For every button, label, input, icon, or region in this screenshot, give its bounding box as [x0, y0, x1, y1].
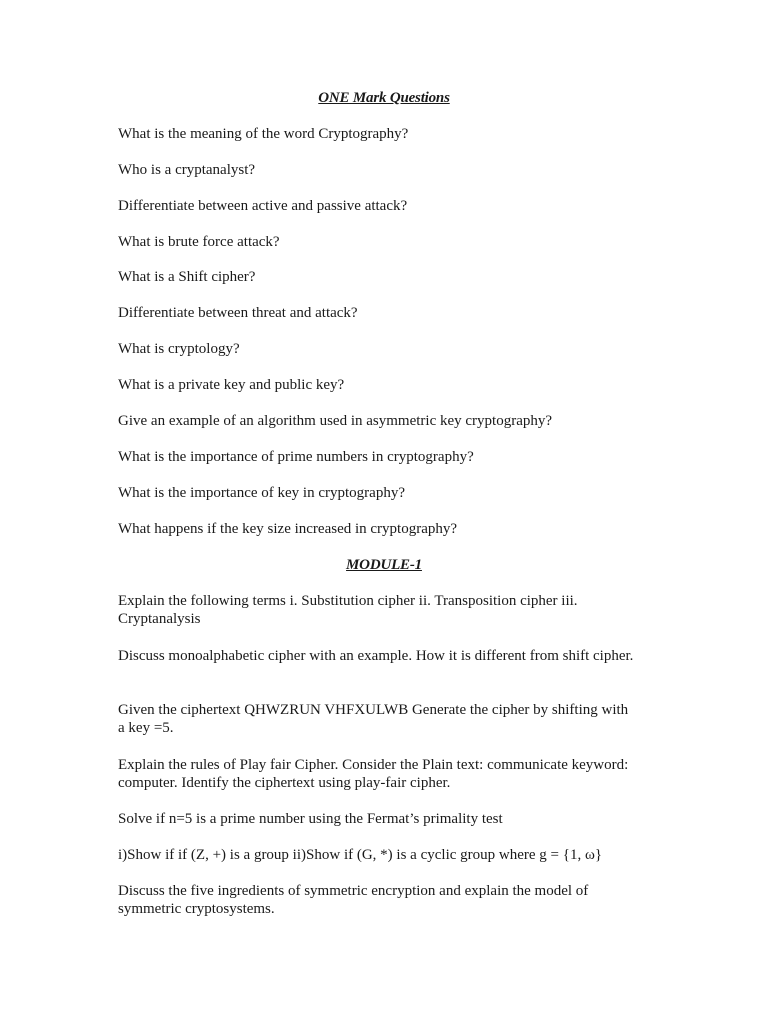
question-item: What is the meaning of the word Cryptography? [118, 126, 409, 142]
question-item: Explain the following terms i. Substitution cipher ii. Transposition cipher iii. Cryptanalysis [118, 593, 578, 627]
section-title-module-1: MODULE-1 [346, 557, 422, 573]
question-item: What is the importance of key in cryptography? [118, 485, 405, 501]
question-item: i)Show if if (Z, +) is a group ii)Show if (G, *) is a cyclic group where g = {1, ω} [118, 847, 603, 863]
question-item: Solve if n=5 is a prime number using the Fermat’s primality test [118, 811, 503, 827]
question-item: Given the ciphertext QHWZRUN VHFXULWB Generate the cipher by shifting with a key =5. [118, 702, 629, 736]
question-item: What happens if the key size increased in cryptography? [118, 521, 458, 537]
question-item: What is a private key and public key? [118, 377, 345, 393]
question-item: What is cryptology? [118, 341, 240, 357]
question-item: What is brute force attack? [118, 234, 280, 250]
question-item: Discuss monoalphabetic cipher with an example. How it is different from shift cipher. [118, 648, 634, 664]
question-item: What is a Shift cipher? [118, 269, 256, 285]
question-item: Differentiate between threat and attack? [118, 305, 358, 321]
question-item: Who is a cryptanalyst? [118, 162, 256, 178]
question-item: Discuss the five ingredients of symmetric encryption and explain the model of symmetric cryptosystems. [118, 883, 589, 917]
question-item: Differentiate between active and passive attack? [118, 198, 408, 214]
question-item: What is the importance of prime numbers in cryptography? [118, 449, 474, 465]
section-title-one-mark: ONE Mark Questions [318, 90, 450, 106]
question-item: Give an example of an algorithm used in asymmetric key cryptography? [118, 413, 553, 429]
question-item: Explain the rules of Play fair Cipher. Consider the Plain text: communicate keyword: computer. Identify the ciphertext using play-fair cipher. [118, 757, 629, 791]
